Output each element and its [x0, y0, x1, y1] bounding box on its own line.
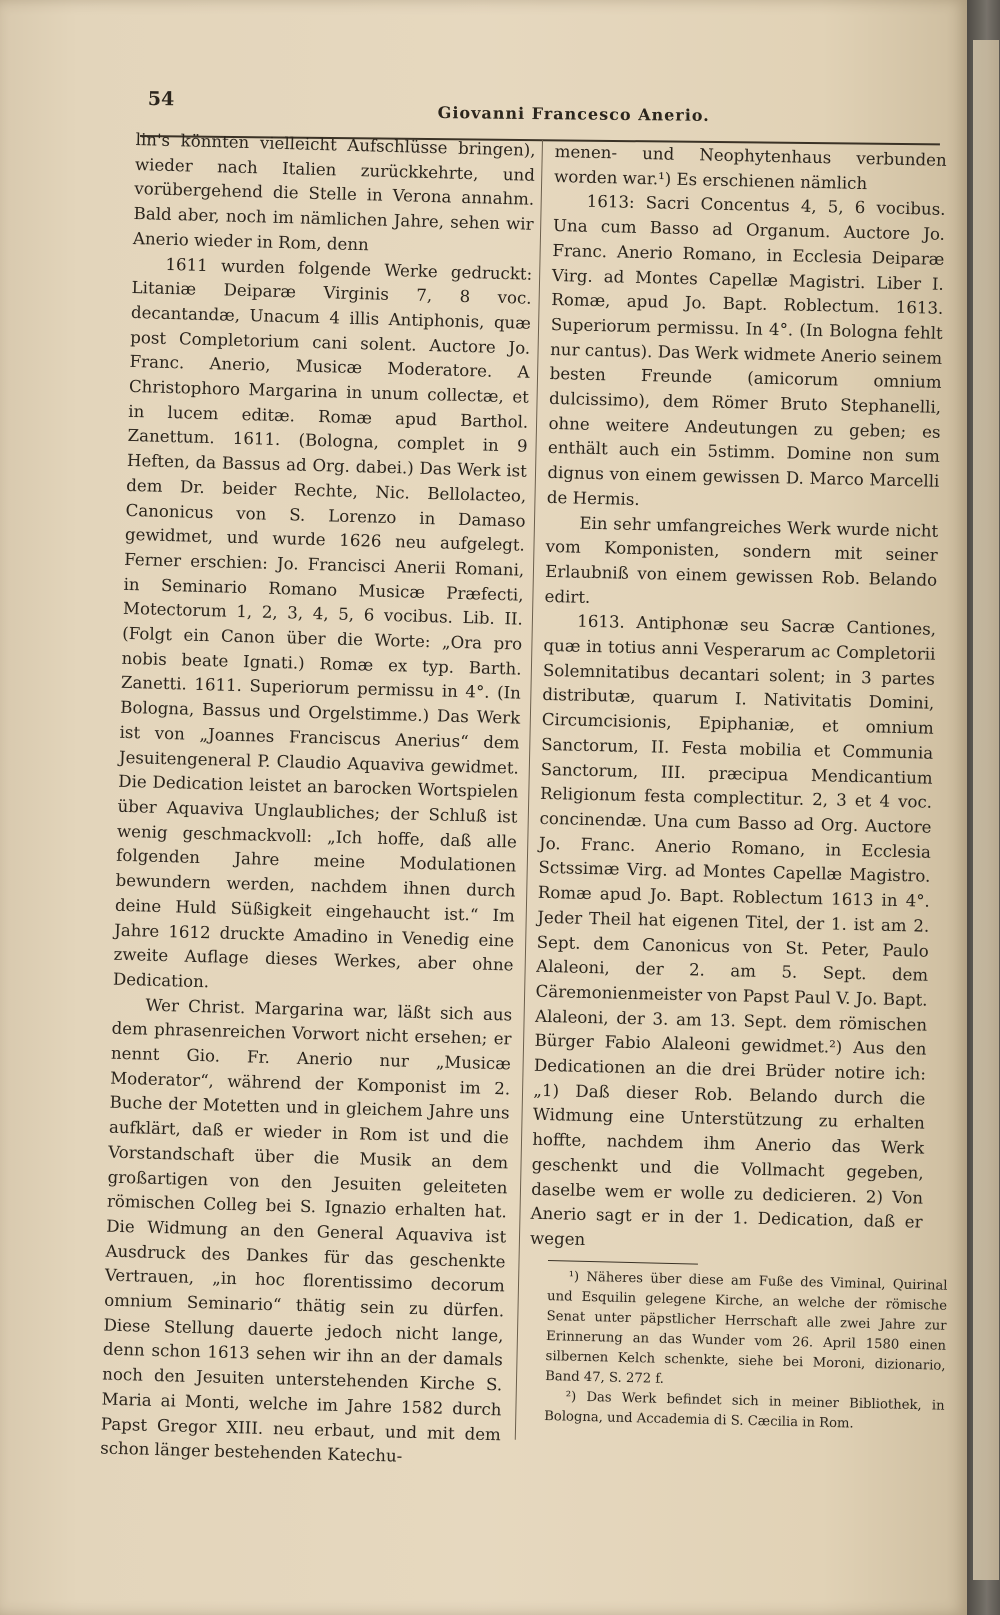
paragraph: menen- und Neophytenhaus verbunden worden war.¹) Es erschienen nämlich [553, 141, 947, 193]
adjacent-page-edge [967, 0, 1000, 1615]
paragraph: 1611 wurden folgende Werke gedruckt: Litaniæ Deiparæ Virginis 7, 8 voc. decantandæ, Unacum 4 illis Antiphonis, quæ post Completorium cani solent. Auctore Jo. Franc. Anerio, Musicæ Moderatore. A Christophoro Margarina in unum collectæ, et in lucem editæ. Romæ apud Barthol. Zanettum. 1611. (Bologna, complet in 9 Heften, da Bassus ad Org. dabei.) Das Werk ist dem Dr. beider Rechte, Nic. Bellolacteo, Canonicus von S. Lorenzo in Damaso gewidmet, und wurde 1626 neu aufgelegt. Ferner erschien: Jo. Francisci Anerii Romani, in Seminario Romano Musicæ Præfecti, Motectorum 1, 2, 3, 4, 5, 6 vocibus. Lib. II. (Folgt ein Canon über die Worte: „Ora pro nobis beate Ignati.) Romæ ex typ. Barth. Zanetti. 1611. Superiorum permissu in 4°. (In Bologna, Bassus und Orgelstimme.) Das Werk ist von „Joannes Franciscus Anerius“ dem Jesuitengeneral P. Claudio Aquaviva gewidmet. Die Dedication leistet an barocken Wortspielen über Aquaviva Unglaubliches; der Schluß ist wenig geschmackvoll: „Ich hoffe, daß alle folgenden Jahre meine Modulationen bewundern werden, nachdem ihnen durch deine Huld Süßigkeit eingehaucht ist.“ Im Jahre 1612 druckte Amadino in Venedig eine zweite Auflage dieses Werkes, aber ohne Dedication. [112, 254, 533, 992]
page-header [147, 84, 710, 129]
page-number: 54 [147, 87, 175, 111]
left-column [100, 128, 536, 1472]
footnote: ²) Das Werk befindet sich in meiner Bibliothek, in Bologna, und Accademia di S. Cæcilia in Rom. [543, 1389, 945, 1432]
paragraph: Ein sehr umfangreiches Werk wurde nicht vom Komponisten, sondern mit seiner Erlaubniß von einem gewissen Rob. Belando edirt. [544, 513, 939, 607]
running-title: Giovanni Francesco Anerio. [437, 103, 710, 125]
paragraph: lin's könnten vielleicht Aufschlüsse bringen), wieder nach Italien zurückkehrte, und vorübergehend die Stelle in Verona annahm. Bald aber, noch im nämlichen Jahre, sehen wir Anerio wieder in Rom, denn [132, 129, 536, 255]
footnotes [544, 1260, 948, 1437]
footnote-rule [548, 1260, 698, 1265]
footnote: ¹) Näheres über diese am Fuße des Viminal, Quirinal und Esquilin gelegene Kirche, an welche der römische Senat unter päpstlicher Herrschaft alle zwei Jahre zur Erinnerung an das Wunder vom 26. April 1580 einen silbernen Kelch schenkte, siehe bei Moroni, dizionario, Band 47, S. 272 f. [544, 1269, 948, 1387]
paragraph: Wer Christ. Margarina war, läßt sich aus dem phrasenreichen Vorwort nicht ersehen; er nennt Gio. Fr. Anerio nur „Musicæ Moderator“, während der Komponist im 2. Buche der Motetten und in gleichem Jahre uns aufklärt, daß er wieder in Rom ist und die Vorstandschaft über die Musik an dem großartigen von den Jesuiten geleiteten römischen Colleg bei S. Ignazio erhalten hat. Die Widmung an den General Aquaviva ist Ausdruck des Dankes für das geschenkte Vertrauen, „in hoc florentissimo decorum omnium Seminario“ thätig sein zu dürfen. Diese Stellung dauerte jedoch nicht lange, denn schon 1613 sehen wir ihn an der damals noch den Jesuiten unterstehenden Kirche S. Maria ai Monti, welche im Jahre 1582 durch Papst Gregor XIII. neu erbaut, und mit dem schon länger bestehenden Katechu- [100, 995, 513, 1466]
paragraph: 1613. Antiphonæ seu Sacræ Cantiones, quæ in totius anni Vesperarum ac Completorii Solemnitatibus decantari solent; in 3 partes distributæ, quarum I. Nativitatis Domini, Circumcisionis, Epiphaniæ, et omnium Sanctorum, II. Festa mobilia et Communia Sanctorum, III. præcipua Mendicantium Religionum festa complectitur. 2, 3 et 4 voc. concinendæ. Una cum Basso ad Org. Auctore Jo. Franc. Anerio Romano, in Ecclesia Sctssimæ Virg. ad Montes Capellæ Magistro. Romæ apud Jo. Bapt. Roblectum 1613 in 4°. Jeder Theil hat eigenen Titel, der 1. ist am 2. Sept. dem Canonicus von St. Peter, Paulo Alaleoni, der 2. am 5. Sept. dem Cäremonienmeister von Papst Paul V. Jo. Bapt. Alaleoni, der 3. am 13. Sept. dem römischen Bürger Fabio Alaleoni gewidmet.²) Aus den Dedicationen an die drei Brüder notire ich: „1) Daß dieser Rob. Belando durch die Widmung eine Unterstützung zu erhalten hoffte, nachdem ihm Anerio das Werk geschenkt und die Vollmacht gegeben, daselbe wem er wolle zu dedicieren. 2) Von Anerio sagt er in der 1. Dedication, daß er wegen [529, 611, 937, 1249]
paragraph: 1613: Sacri Concentus 4, 5, 6 vocibus. Una cum Basso ad Organum. Auctore Jo. Franc. Anerio Romano, in Ecclesia Deiparæ Virg. ad Montes Capellæ Magistri. Liber I. Romæ, apud Jo. Bapt. Roblectum. 1613. Superiorum permissu. In 4°. (In Bologna fehlt nur cantus). Das Werk widmete Anerio seinem besten Freunde (amicorum omnium dulcissimo), dem Römer Bruto Stephanelli, ohne weitere Andeutungen zu geben; es enthält auch ein 5stimm. Domine non sum dignus von einem gewissen D. Marco Marcelli de Hermis. [546, 192, 946, 509]
facing-page-strip [973, 40, 999, 1580]
right-column [530, 140, 947, 1260]
